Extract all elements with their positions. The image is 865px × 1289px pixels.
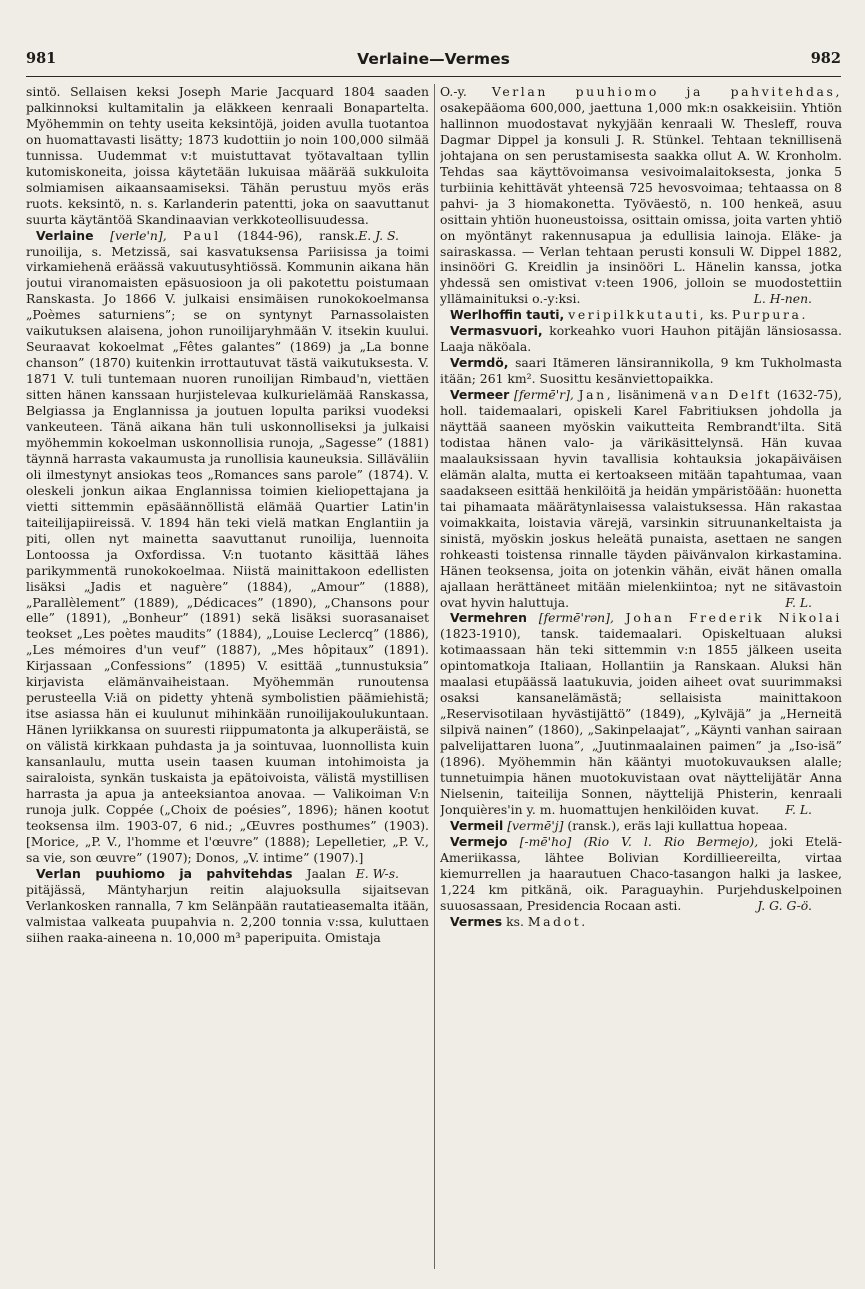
- entry-verlaine: Verlaine [verle'n], Paul (1844-96), ransk. runoilija, s. Metzissä, sai kasvatuksensa Pariisissa ja toimi virkamiehenä eräässä vakuutusyhtiössä. Kommunin aikana hän joutui viranomaisten epäsuosioon ja oli pakotettu poistumaan Ranskasta. Jo 1866 V. julkaisi ensimäisen runokokoelmansa „Poèmes saturniens”; se on syntynyt Parnassolaisten vaikutuksen alaisena, johon runoilijaryhmään V. itsekin kuului. Seuraavat kokoelmat „Fêtes galantes” (1869) ja „La bonne chanson” (1870) kuitenkin irrottautuvat tästä vaikutuksesta. V. 1871 V. tuli tuntemaan nuoren runoilijan Rimbaud'n, viettäen sitten hänen kanssaan hurjistelevaa kulkurielämää Ranskassa, Belgiassa ja Englannissa ja joutuen lopulta pariksi vuodeksi vankeuteen. Tänä aikana hän tuli uskonnolliseksi ja julkaisi myöhemmin kokoelman uskonnollisia runoja, „Sagesse” (1881) täynnä harrasta vakaumusta ja runollisia kauneuksia. Silläväliin oli ilmestynyt ansiokas teos „Romances sans parole” (1874). V. oleskeli jonkun aikaa Englannissa toimien kieliopettajana ja vietti sittemmin epäsäännöllistä elämää Quartier Latin'in taiteilijapiireissä. V. 1894 hän teki vielä matkan Englantiin ja piti, ollen nyt mainetta saavuttanut runoilija, luennoita Lontoossa ja Oxfordissa. V:n tuotanto käsittää lähes parikymmentä runokokoelmaa. Niistä mainittakoon edellisten lisäksi „Jadis et naguère” (1884), „Amour” (1888), „Parallèlement” (1889), „Dédicaces” (1890), „Chansons pour elle” (1891), „Bonheur” (1891) sekä lisäksi suorasanaiset teokset „Les poètes maudits” (1884), „Louise Leclercq” (1886), „Les mémoires d'un veuf” (1887), „Mes hôpitaux” (1891). Kirjassaan „Confessions” (1895) V. esittää „tunnustuksia” kirjavista elämänvaiheistaan. Myöhemmän runoutensa perusteella V:iä on pidetty yhtenä symbolistien päämiehistä; itse asiassa hän ei kuulunut mihinkään runoilijakoulukuntaan. Hänen lyriikkansa on suuresti riippumatonta ja alkuperäistä, se on välistä kirkkaan puhdasta ja ja sointuvaa, luonnollista kuin kansanlaulu, mutta usein taasen kuuman intohimoista ja sairaloista, synkän tuskaista ja epätoivoista, välistä mystillisen harrasta ja apua ja anteeksiantoa anovaa. — Valikoiman V:n runoja julk. Coppée („Choix de poésies”, 1896); hänen kootut teoksensa ilm. 1903-07, 6 nid.; „Œuvres posthumes” (1903). [Morice, „P. V., l'homme et l'œuvre” (1888); Lepelletier, „P. V., sa vie, son œuvre” (1907); Donos, „V. intime” (1907).] E. W-s.: [26, 227, 429, 881]
- page-number-right: 982: [810, 50, 841, 67]
- author-signature: E. W-s.: [355, 865, 399, 881]
- headword: Vermeil: [450, 817, 504, 833]
- headword: Vermejo: [450, 833, 508, 849]
- headword: Vermes: [450, 913, 503, 929]
- entry-vermdo: Vermdö, saari Itämeren länsirannikolla, 9 km Tukholmasta itään; 261 km². Suosittu kesänviettopaikka.: [440, 355, 842, 387]
- running-title: Verlaine—Vermes: [357, 50, 510, 68]
- entry-vermehren: Vermehren [fermē'rən], Johan Frederik Nikolai (1823-1910), tansk. taidemaalari. Opiskeltuaan aluksi kotimaassaan hän teki sittemmin v:n 1855 jälkeen useita opintomatkoja Italiaan, Hollantiin ja Ranskaan. Aluksi hän maalasi etupäässä laatukuvia, joiden aiheet ovat suurimmaksi osaksi kansanelämästä; sellaisista mainittakoon „Reservisotilaan hyvästijättö” (1849), „Kylväjä” ja „Herneitä silpivä nainen” (1860), „Sakinpelaajat”, „Käynti vanhan sairaan palvelijattaren luona”, „Juutinmaalainen paimen” ja „Iso-isä” (1896). Myöhemmin hän kääntyi muotokuvauksen alalle; tunnetuimpia hänen muotokuvistaan ovat näyttelijätär Anna Nielsenin, taiteilija Sonnen, näyttelijä Phisterin, kenraali Jonquières'in y. m. huomattujen henkilöiden kuvat. F. L.: [440, 610, 842, 817]
- entry-vermasvuori: Vermasvuori, korkeahko vuori Hauhon pitäjän länsiosassa. Laaja näköala.: [440, 323, 842, 355]
- header-rule: [26, 76, 841, 77]
- entry-vermeil: Vermeil [vermē'j] (ransk.), eräs laji kullattua hopeaa.: [450, 817, 788, 833]
- column-divider: [434, 84, 435, 1269]
- headword: Werlhoffin tauti,: [450, 307, 565, 323]
- entry-verlan-puuhiomo: Verlan puuhiomo ja pahvitehdas Jaalan pitäjässä, Mäntyharjun reitin alajuoksulla sijaitsevan Verlankosken rannalla, 7 km Selänpään rautatieasemalta itään, valmistaa valkeata puupahvia n. 2,200 tonnia v:ssa, kuluttaen siihen raaka-aineena n. 10,000 m³ paperipuita. Omistaja: [26, 865, 429, 945]
- entry-vermes: Vermes ks. Madot.: [450, 913, 588, 929]
- entry-werlhoffin-tauti: Werlhoffin tauti, veripilkkutauti, ks. Purpura.: [450, 307, 809, 323]
- author-signature: J. G. G-ö.: [757, 897, 812, 913]
- author-signature: F. L.: [785, 801, 812, 817]
- author-signature: F. L.: [785, 594, 812, 610]
- page-number-left: 981: [26, 50, 57, 67]
- page-header: [26, 50, 841, 74]
- right-column: [440, 84, 842, 1274]
- entry-vermejo: Vermejo [-mē'ho] (Rio V. l. Rio Bermejo), joki Etelä-Ameriikassa, lähtee Bolivian Kordillieereilta, virtaa kiemurrellen ja haarautuen Chaco-tasangon halki ja laskee, 1,224 km pitkänä, oik. Paraguayhin. Purjehduskelpoinen suuosassaan, Presidencia Rocaan asti. J. G. G-ö.: [440, 833, 842, 913]
- headword: Verlaine: [36, 227, 94, 243]
- headword: Vermehren: [450, 610, 527, 626]
- headword: Vermdö,: [450, 355, 509, 371]
- headword: Vermasvuori,: [450, 323, 543, 339]
- headword: Verlan puuhiomo ja pahvitehdas: [36, 865, 293, 881]
- left-column: [26, 84, 429, 1274]
- headword: Vermeer: [450, 387, 510, 403]
- entry-vermeer: Vermeer [fermē'r], Jan, lisänimenä van Delft (1632-75), holl. taidemaalari, opiskeli Karel Fabritiuksen johdolla ja näyttää saaneen myöskin vaikutteita Rembrandt'ilta. Sitä todistaa hänen valo- ja värikäsittelynsä. Hän kuvaa maalauksissaan hyvin tavallisia kohtauksia jokapäiväisen elämän alalta, mutta ei kertoakseen mitään tapahtumaa, vaan saadakseen esittää henkilöitä ja heidän ympäristöään: huonetta tai pihamaata määrätynlaisessa valaistuksessa. Hän rakastaa voimakkaita, loistavia värejä, varsinkin sitruunankeltaista ja sinistä, myöskin joskus heleätä punaista, asettaen ne sangen rohkeasti toistensa rinnalle täyden päivänvalon kirkastamina. Hänen teoksensa, joita on jotenkin vähän, eivät hänen omalla ajallaan herättäneet mitään mielenkiintoa; nyt ne sitävastoin ovat hyvin haluttuja. F. L.: [440, 387, 842, 610]
- entry-continuation-verla: O.-y. Verlan puuhiomo ja pahvitehdas, osakepääoma 600,000, jaettuna 1,000 mk:n osakkeisiin. Yhtiön hallinnon muodostavat nykyjään kenraali W. Thesleff, rouva Dagmar Dippel ja konsuli J. R. Stünkel. Tehtaan teknillisenä johtajana on sen perustamisesta saakka ollut A. W. Kronholm. Tehdas saa käyttövoimansa vesivoimalaitoksesta, jonka 5 turbiinia kehittävät yhteensä 725 hevosvoimaa; tehtaassa on 8 pahvi- ja 3 hiomakonetta. Työväestö, n. 100 henkeä, asuu osittain yhtiön huoneustoissa, osittain omissa, joita varten yhtiö on myöntänyt rakennusapua ja edullisia lainoja. Eläke- ja sairaskassa. — Verlan tehtaan perusti konsuli W. Dippel 1882, insinööri G. Kreidlin ja insinööri L. Hänelin kanssa, jotka yhdessä sen omistivat v:teen 1906, jolloin se muodostettiin yllämainituksi o.-y:ksi. L. H-nen.: [440, 84, 842, 307]
- author-signature: L. H-nen.: [753, 291, 812, 307]
- author-signature: E. J. S.: [358, 227, 399, 243]
- entry-continuation: sintö. Sellaisen keksi Joseph Marie Jacquard 1804 saaden palkinnoksi kultamitalin ja eläkkeen kenraali Bonapartelta. Myöhemmin on tehty useita keksintöjä, joiden avulla tuotantoa on huomattavasti lisätty; 1873 kudottiin jo noin 100,000 silmää tunnissa. Uudemmat v:t muistuttavat työtavaltaan tyllin kutomiskoneita, joissa käytetään lukuisaa määrää sukkuloita solmiamisen aikaansaamiseksi. Tähän perustuu myös eräs ruots. keksintö, n. s. Karlanderin patentti, joka on saavuttanut suurta käytäntöä Skandinaavian verkkoteollisuudessa. E. J. S.: [26, 84, 429, 243]
